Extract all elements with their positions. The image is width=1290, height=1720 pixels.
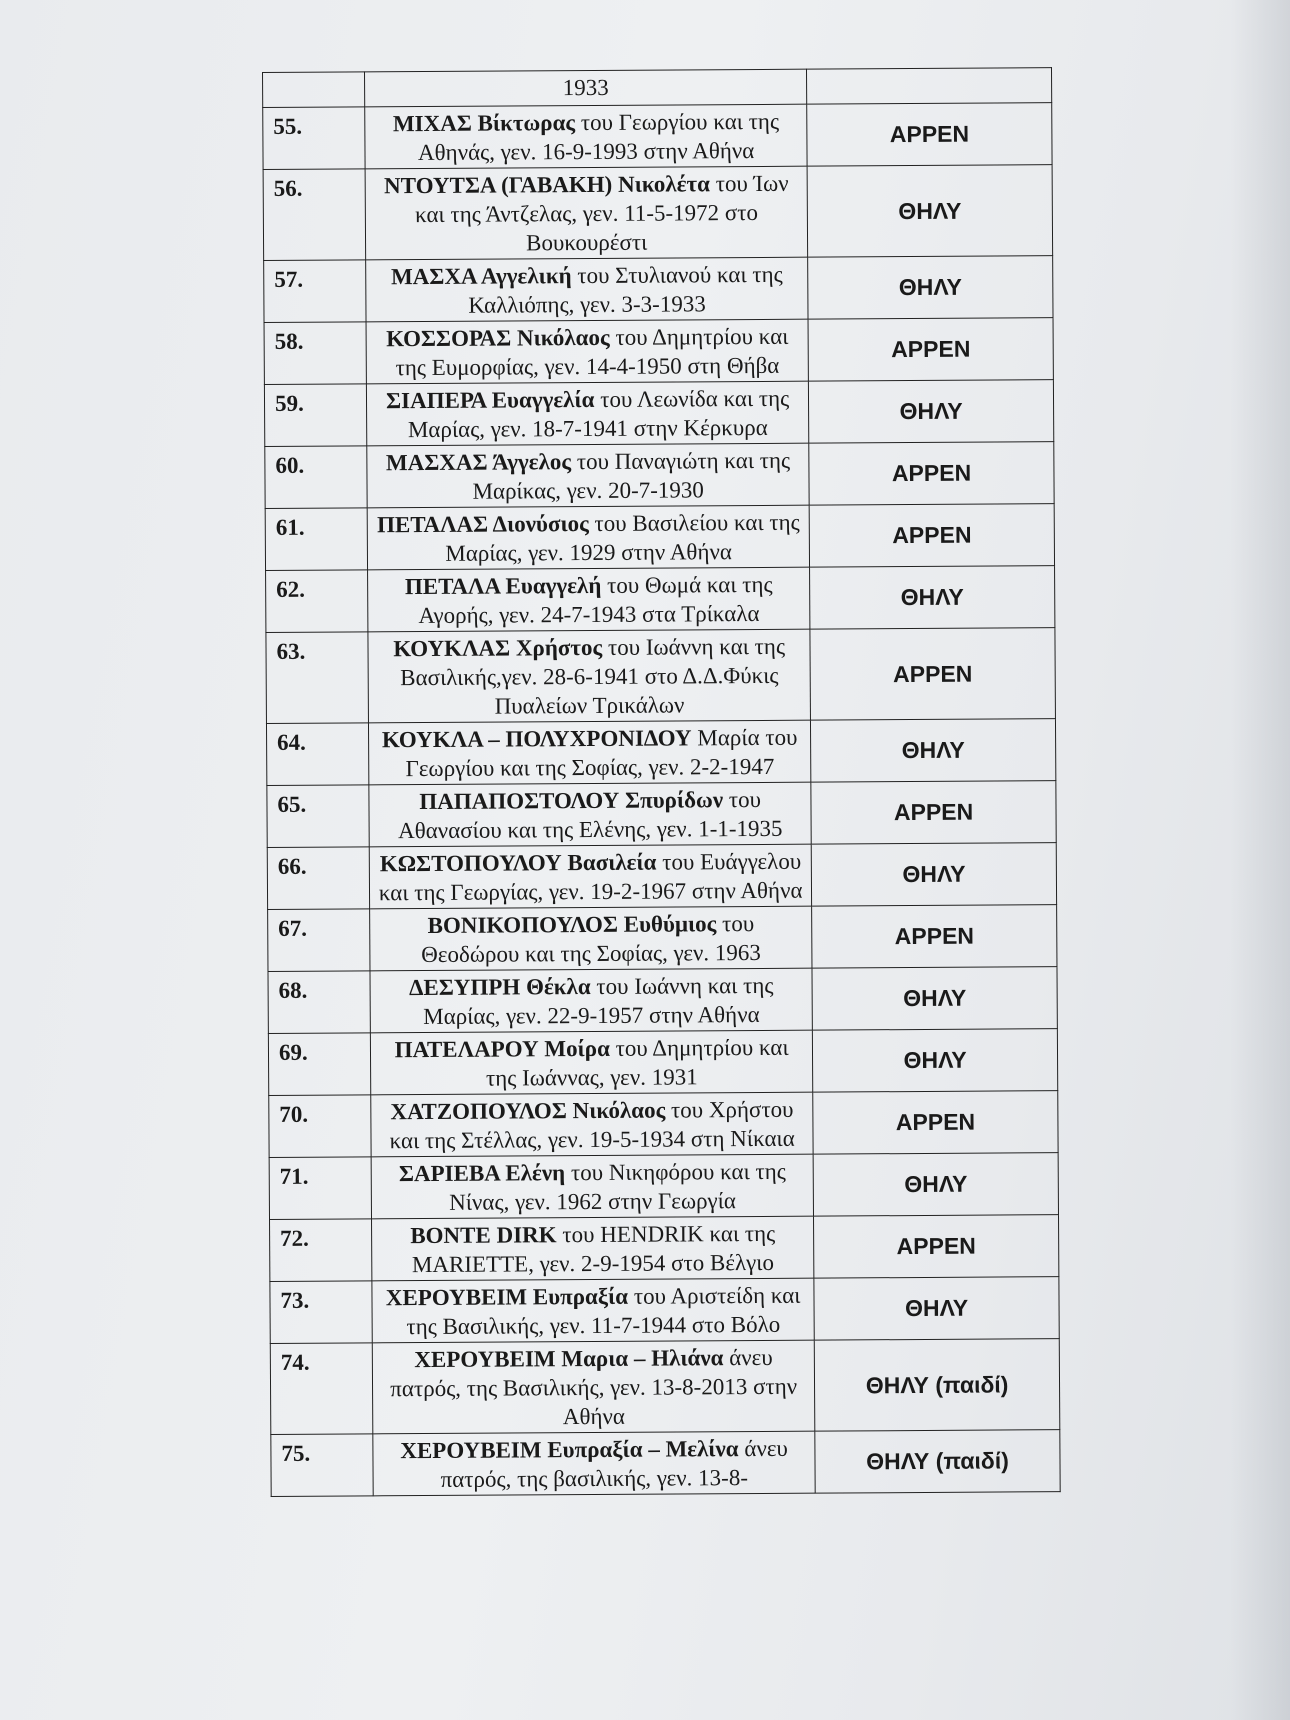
person-details: του Δημητρίου και της Ευμορφίας, γεν. 14-4-1950 στη Θήβα	[395, 323, 789, 381]
person-entry	[372, 1340, 815, 1434]
gender-label: ΘΗΛΥ	[811, 719, 1056, 782]
person-name: ΚΩΣΤΟΠΟΥΛΟΥ Βασιλεία	[379, 849, 657, 877]
row-number: 70.	[269, 1095, 372, 1158]
gender-label: ΘΗΛΥ	[814, 1277, 1059, 1340]
person-entry	[371, 1030, 813, 1095]
row-number: 67.	[268, 909, 371, 972]
person-entry	[370, 906, 812, 971]
person-details: του Αθανασίου και της Ελένης, γεν. 1-1-1935	[398, 786, 783, 844]
person-name: ΣΙΑΠΕΡΑ Ευαγγελία	[386, 386, 595, 414]
row-number: 64.	[266, 723, 369, 786]
gender-label: ΘΗΛΥ	[807, 165, 1052, 257]
row-number: 75.	[271, 1434, 374, 1497]
person-details: του Γεωργίου και της Αθηνάς, γεν. 16-9-1993 στην Αθήνα	[417, 108, 780, 166]
row-number: 62.	[266, 570, 369, 633]
person-name: ΧΕΡΟΥΒΕΙΜ Ευπραξία – Μελίνα	[400, 1436, 739, 1464]
table-row	[264, 318, 1053, 385]
table-row	[269, 1153, 1058, 1220]
person-entry	[371, 1154, 813, 1219]
person-details: του Αριστείδη και της Βασιλικής, γεν. 11-7-1944 στο Βόλο	[406, 1282, 801, 1340]
person-name: ΠΑΤΕΛΑΡΟΥ Μοίρα	[394, 1035, 610, 1063]
table-row	[267, 843, 1056, 910]
row-number: 72.	[270, 1219, 373, 1282]
row-number: 59.	[264, 384, 367, 447]
person-entry	[369, 782, 811, 847]
table-row	[270, 1215, 1059, 1282]
person-details: του Λεωνίδα και της Μαρίας, γεν. 18-7-1941 στην Κέρκυρα	[407, 385, 790, 443]
table-row	[268, 967, 1057, 1034]
person-details: άνευ πατρός, της Βασιλικής, γεν. 13-8-2013 στην Αθήνα	[390, 1344, 798, 1430]
row-number: 63.	[266, 632, 369, 724]
table-row	[266, 566, 1055, 633]
person-name: ΒΟΝΙΚΟΠΟΥΛΟΣ Ευθύμιος	[427, 911, 717, 939]
person-name: BONTE DIRK	[410, 1222, 557, 1249]
person-name: ΔΕΣΥΠΡΗ Θέκλα	[408, 974, 591, 1001]
person-details: άνευ πατρός, της βασιλικής, γεν. 13-8-	[440, 1435, 788, 1492]
gender-label: ΘΗΛΥ	[810, 566, 1055, 629]
person-entry	[365, 166, 808, 260]
table-row	[266, 628, 1056, 724]
person-details: του Παναγιώτη και της Μαρίκας, γεν. 20-7-1930	[472, 447, 791, 504]
row-number: 74.	[270, 1343, 373, 1435]
person-details: του HENDRIK και της MARIETTE, γεν. 2-9-1954 στο Βέλγιο	[411, 1220, 776, 1278]
person-name: ΣΑΡΙΕΒΑ Ελένη	[398, 1160, 566, 1187]
row-number: 60.	[265, 446, 368, 509]
person-name: ΧΕΡΟΥΒΕΙΜ Ευπραξία	[385, 1283, 629, 1311]
row-number: 69.	[268, 1033, 371, 1096]
gender-label: ΘΗΛΥ	[812, 967, 1057, 1030]
person-name: ΜΑΣΧΑ Αγγελική	[390, 263, 572, 290]
person-name: ΜΑΣΧΑΣ Άγγελος	[385, 449, 572, 476]
person-name: ΠΕΤΑΛΑ Ευαγγελή	[404, 572, 602, 600]
person-name: ΧΑΤΖΟΠΟΥΛΟΣ Νικόλαος	[390, 1097, 666, 1125]
gender-label: ΑΡΡΕΝ	[810, 628, 1055, 720]
person-name: ΚΟΥΚΛΑ – ΠΟΛΥΧΡΟΝΙΔΟΥ	[381, 725, 692, 753]
gender-label: ΑΡΡΕΝ	[814, 1215, 1059, 1278]
person-name: ΠΕΤΑΛΑΣ Διονύσιος	[377, 511, 589, 538]
table-row	[265, 442, 1054, 509]
gender-label: ΑΡΡΕΝ	[807, 103, 1052, 166]
person-name: ΝΤΟΥΤΣΑ (ΓΑΒΑΚΗ) Νικολέτα	[384, 171, 711, 199]
gender-label: ΘΗΛΥ	[811, 843, 1056, 906]
gender-label: ΑΡΡΕΝ	[809, 442, 1054, 505]
person-entry	[367, 505, 809, 570]
table-row	[263, 103, 1052, 170]
person-entry	[367, 443, 809, 508]
table-row	[268, 905, 1057, 972]
row-number: 57.	[264, 260, 367, 323]
table-row	[266, 719, 1055, 786]
row-number: 73.	[270, 1281, 373, 1344]
row-number: 66.	[267, 847, 370, 910]
gender-label: ΑΡΡΕΝ	[812, 905, 1057, 968]
table-row	[264, 256, 1053, 323]
gender-label: ΑΡΡΕΝ	[813, 1091, 1058, 1154]
person-details: του Νικηφόρου και της Νίνας, γεν. 1962 στην Γεωργία	[449, 1158, 786, 1215]
gender-label: ΘΗΛΥ	[813, 1029, 1058, 1092]
gender-label: ΘΗΛΥ (παιδί)	[815, 1430, 1060, 1493]
row-number: 71.	[269, 1157, 372, 1220]
row-number: 61.	[265, 508, 368, 571]
person-name: ΚΟΣΣΟΡΑΣ Νικόλαος	[386, 324, 610, 352]
table-row	[264, 380, 1053, 447]
person-entry	[372, 1216, 814, 1281]
person-details: του Ευάγγελου και της Γεωργίας, γεν. 19-2-1967 στην Αθήνα	[378, 848, 803, 906]
gender-cell	[807, 68, 1052, 104]
person-entry	[368, 567, 810, 632]
person-name: ΧΕΡΟΥΒΕΙΜ Μαρια – Ηλιάνα	[414, 1345, 724, 1373]
person-details: του Ιωάννη και της Μαρίας, γεν. 22-9-1957 στην Αθήνα	[423, 972, 774, 1030]
table-row	[270, 1339, 1060, 1435]
table-row	[271, 1430, 1060, 1497]
person-name: ΜΙΧΑΣ Βίκτωρας	[392, 110, 576, 137]
table-row	[263, 165, 1053, 261]
person-entry	[370, 968, 812, 1033]
gender-label: ΑΡΡΕΝ	[808, 318, 1053, 381]
person-entry	[365, 104, 807, 169]
continuation-cell: 1933	[365, 69, 807, 107]
page-edge-shadow	[1230, 0, 1290, 1720]
person-entry	[368, 629, 811, 723]
gender-label: ΘΗΛΥ (παιδί)	[814, 1339, 1059, 1431]
row-number: 68.	[268, 971, 371, 1034]
registry-table	[262, 67, 1061, 1497]
person-entry	[369, 720, 811, 785]
person-name: ΚΟΥΚΛΑΣ Χρήστος	[393, 634, 603, 662]
person-entry	[373, 1431, 815, 1496]
row-number: 55.	[263, 107, 366, 170]
row-number-cell	[263, 72, 365, 108]
row-number: 56.	[263, 169, 366, 261]
person-details: Μαρία του Γεωργίου και της Σοφίας, γεν. 2-2-1947	[405, 724, 798, 782]
gender-label: ΘΗΛΥ	[813, 1153, 1058, 1216]
table-row	[269, 1091, 1058, 1158]
gender-label: ΘΗΛΥ	[809, 380, 1054, 443]
row-number: 65.	[267, 785, 370, 848]
person-details: του Θεοδώρου και της Σοφίας, γεν. 1963	[421, 911, 761, 968]
person-entry	[372, 1278, 814, 1343]
table-row	[268, 1029, 1057, 1096]
person-details: του Βασιλείου και της Μαρίας, γεν. 1929 στην Αθήνα	[445, 509, 800, 566]
person-entry	[367, 381, 809, 446]
table-row	[270, 1277, 1059, 1344]
person-details: του Χρήστου και της Στέλλας, γεν. 19-5-1934 στη Νίκαια	[389, 1096, 795, 1154]
person-name: ΠΑΠΑΠΟΣΤΟΛΟΥ Σπυρίδων	[419, 787, 724, 815]
person-details: του Στυλιανού και της Καλλιόπης, γεν. 3-3-1933	[468, 261, 783, 318]
person-entry	[371, 1092, 813, 1157]
table-row	[267, 781, 1056, 848]
person-entry	[366, 319, 808, 384]
person-entry	[369, 844, 811, 909]
table-row	[265, 504, 1054, 571]
person-details: του Ίων και της Άντζελας, γεν. 11-5-1972 στο Βουκουρέστι	[414, 170, 789, 256]
person-details: του Ιωάννη και της Βασιλικής,γεν. 28-6-1941 στο Δ.Δ.Φύκις Πυαλείων Τρικάλων	[400, 633, 786, 719]
gender-label: ΑΡΡΕΝ	[809, 504, 1054, 567]
person-details: του Θωμά και της Αγορής, γεν. 24-7-1943 στα Τρίκαλα	[418, 571, 773, 629]
person-entry	[366, 257, 808, 322]
gender-label: ΑΡΡΕΝ	[811, 781, 1056, 844]
row-number: 58.	[264, 322, 367, 385]
table-row-continuation	[263, 68, 1052, 108]
person-details: του Δημητρίου και της Ιωάννας, γεν. 1931	[485, 1034, 789, 1091]
gender-label: ΘΗΛΥ	[808, 256, 1053, 319]
